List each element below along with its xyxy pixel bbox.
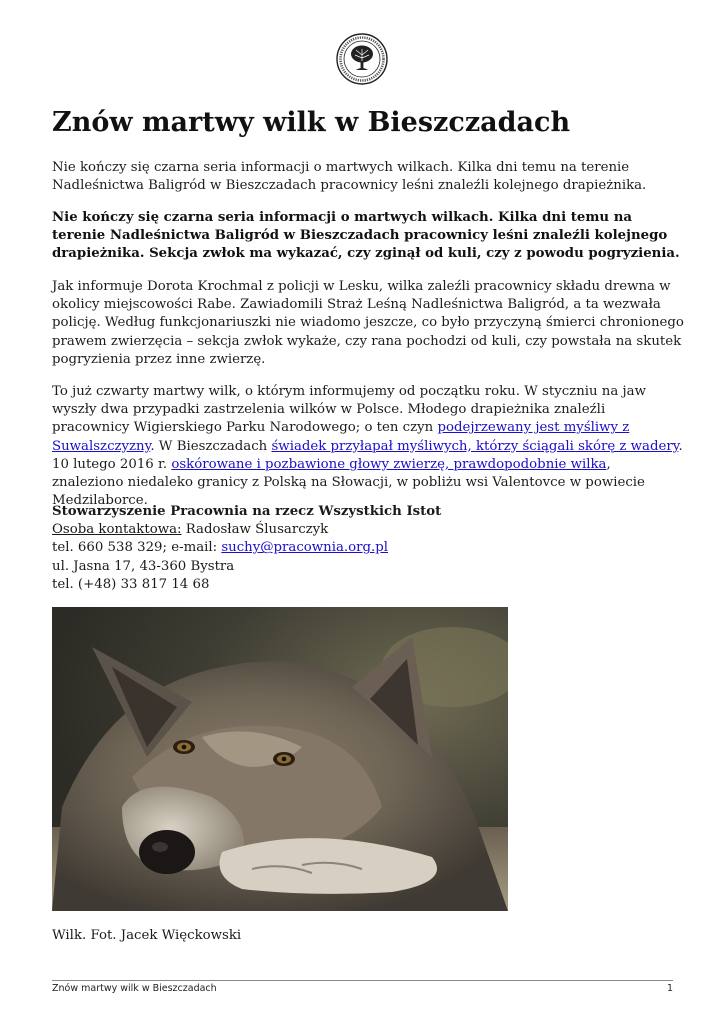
contact-block [52,503,684,594]
contact-phone: tel. 660 538 329; e-mail: [52,540,222,556]
link-wadera[interactable]: świadek przyłapał myśliwych, którzy ściągali skórę z wadery [271,438,679,454]
link-suwalszczyzna[interactable]: podejrzewany jest myśliwy z Suwalszczyzny [52,420,630,454]
contact-phone-email [52,539,684,557]
contact-phone-2: tel. (+48) 33 817 14 68 [52,576,210,592]
footer-page-number: 1 [667,983,674,994]
contact-person-label: Osoba kontaktowa: [52,522,182,538]
body-text: . W Bieszczadach [150,438,272,454]
wolf-photo [52,607,508,911]
pracownia-logo [336,33,388,85]
contact-person-name: Radosław Ślusarczyk [181,522,329,538]
article-title: Znów martwy wilk w Bieszczadach [52,107,571,138]
body-text: To już czwarty martwy wilk, o którym informujemy od początku roku. W styczniu na jaw wyszły dwa przypadki zastrzelenia wilków w Polsce. Młodego drapieżnika znaleźli pracownicy Wigierskiego Parku Narodowego; o ten czyn [52,384,646,436]
contact-address: ul. Jasna 17, 43-360 Bystra [52,558,235,574]
footer-title: Znów martwy wilk w Bieszczadach [52,983,217,994]
article-lead: Nie kończy się czarna seria informacji o martwych wilkach. Kilka dni temu na terenie Nadleśnictwa Baligród w Bieszczadach pracownicy leśni znaleźli kolejnego drapieżnika. Sekcja zwłok ma wykazać, czy zginął od kuli, czy z powodu pogryzienia. [52,210,680,262]
article-body-2 [52,383,684,510]
photo-caption: Wilk. Fot. Jacek Więckowski [52,928,242,943]
article-intro: Nie kończy się czarna seria informacji o martwych wilkach. Kilka dni temu na terenie Nadleśnictwa Baligród w Bieszczadach pracownicy leśni znaleźli kolejnego drapieżnika. [52,160,647,194]
link-slowacja[interactable]: oskórowane i pozbawione głowy zwierzę, prawdopodobnie wilka [171,456,607,472]
body-text: , znaleziono niedaleko granicy z Polską na Słowacji, w pobliżu wsi Valentovce w powiecie Medzilaborce. [52,456,645,509]
contact-org: Stowarzyszenie Pracownia na rzecz Wszystkich Istot [52,504,442,519]
wolf-image [52,607,508,911]
contact-person [52,521,684,539]
contact-email-link[interactable]: suchy@pracownia.org.pl [221,540,389,556]
article-body-1: Jak informuje Dorota Krochmal z policji w Lesku, wilka zaleźli pracownicy składu drewna w okolicy miejscowości Rabe. Zawiadomili Straż Leśną Nadleśnictwa Baligród, a ta wezwała policję. Według funkcjonariuszki nie wiadomo jeszcze, co było przyczyną śmierci chronionego prawem zwierzęcia – sekcja zwłok wykaże, czy rana pochodzi od kuli, czy powstała na skutek pogryzienia przez inne zwierzę. [52,279,684,367]
footer-divider [52,980,673,981]
body-text: . 10 lutego 2016 r. [52,438,683,472]
